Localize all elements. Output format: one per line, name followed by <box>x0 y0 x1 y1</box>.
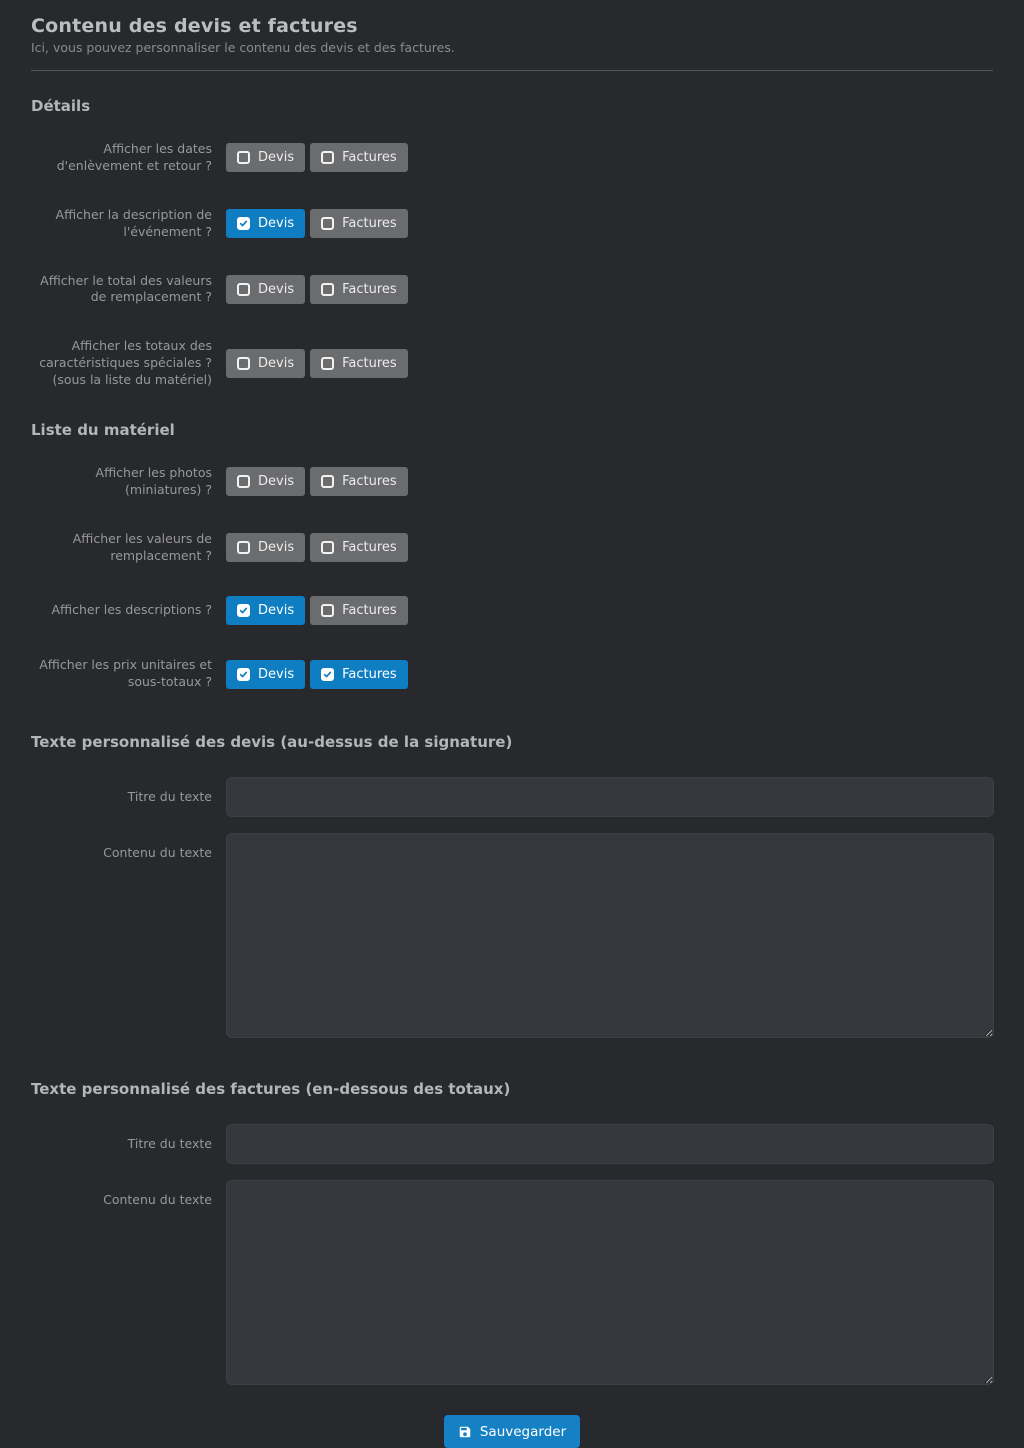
invoices-title-input[interactable] <box>226 1124 994 1164</box>
toggle-button-label: Factures <box>342 281 397 297</box>
toggle-button-group <box>226 660 408 689</box>
toggle-button-label: Devis <box>258 356 295 372</box>
toggle-button-group <box>226 467 408 496</box>
toggle-button-group <box>226 596 408 625</box>
factures-toggle-button[interactable] <box>310 533 408 562</box>
invoices-content-textarea[interactable] <box>226 1180 994 1385</box>
toggle-row-label: Afficher les dates d'enlèvement et retour ? <box>56 141 212 173</box>
toggle-button-group <box>226 349 408 378</box>
toggle-row-label: Afficher les valeurs de remplacement ? <box>72 530 212 563</box>
devis-toggle-button[interactable] <box>226 467 305 496</box>
devis-toggle-button[interactable] <box>226 660 305 689</box>
checkbox-checked-icon <box>237 604 250 617</box>
toggle-button-label: Factures <box>342 603 397 619</box>
invoices-content-row <box>31 1180 993 1385</box>
devis-toggle-button[interactable] <box>226 209 305 238</box>
invoices-text-section-heading: Texte personnalisé des factures (en-dessous des totaux) <box>31 1080 511 1099</box>
factures-toggle-button[interactable] <box>310 275 408 304</box>
toggle-button-label: Factures <box>342 666 397 682</box>
checkbox-unchecked-icon <box>321 217 334 230</box>
toggle-button-label: Devis <box>258 474 295 490</box>
section-heading-liste-du-materiel: Liste du matériel <box>31 420 175 439</box>
checkbox-unchecked-icon <box>321 541 334 554</box>
quotes-text-section-heading: Texte personnalisé des devis (au-dessus de la signature) <box>31 733 513 752</box>
checkbox-unchecked-icon <box>237 357 250 370</box>
page-subtitle: Ici, vous pouvez personnaliser le contenu des devis et des factures. <box>31 40 455 55</box>
toggle-row-afficher-la-description-de-l-evenement <box>31 207 993 241</box>
field-col <box>226 1180 994 1385</box>
quotes-content-textarea[interactable] <box>226 833 994 1038</box>
checkbox-unchecked-icon <box>237 151 250 164</box>
quotes-content-label: Contenu du texte <box>103 845 212 861</box>
toggle-row-afficher-les-valeurs-de-remplacement <box>31 531 993 565</box>
toggle-row-label: Afficher la description de l'événement ? <box>55 206 212 239</box>
devis-toggle-button[interactable] <box>226 143 305 172</box>
checkbox-checked-icon <box>237 217 250 230</box>
checkbox-unchecked-icon <box>321 151 334 164</box>
quotes-title-input[interactable] <box>226 777 994 817</box>
toggle-sections <box>31 97 993 691</box>
toggle-row-label: Afficher les prix unitaires et sous-totaux ? <box>39 657 212 690</box>
toggle-row-afficher-les-descriptions <box>31 596 993 625</box>
toggle-button-label: Factures <box>342 356 397 372</box>
factures-toggle-button[interactable] <box>310 349 408 378</box>
toggle-button-label: Devis <box>258 540 295 555</box>
divider <box>31 70 993 71</box>
invoices-title-row <box>31 1124 993 1164</box>
field-col <box>226 777 994 817</box>
toggle-row-afficher-les-dates-d-enlevement-et-retou <box>31 141 993 175</box>
toggle-row-label: Afficher les totaux des caractéristiques spéciales ? (sous la liste du matériel) <box>39 338 212 387</box>
toggle-row-label: Afficher les photos (miniatures) ? <box>95 464 212 497</box>
toggle-row-afficher-les-photos-miniatures <box>31 465 993 499</box>
checkbox-unchecked-icon <box>321 283 334 296</box>
factures-toggle-button[interactable] <box>310 660 408 689</box>
toggle-button-group <box>226 275 408 304</box>
toggle-button-label: Devis <box>258 666 295 682</box>
toggle-button-label: Factures <box>342 216 397 232</box>
factures-toggle-button[interactable] <box>310 143 408 172</box>
field-col <box>226 833 994 1038</box>
devis-toggle-button[interactable] <box>226 596 305 625</box>
quotes-title-label: Titre du texte <box>127 789 212 805</box>
toggle-button-label: Devis <box>258 216 295 232</box>
toggle-button-label: Devis <box>258 281 295 297</box>
save-button-label: Sauvegarder <box>479 1423 567 1440</box>
toggle-button-label: Devis <box>258 603 295 619</box>
toggle-row-label: Afficher les descriptions ? <box>51 602 212 618</box>
invoices-title-label: Titre du texte <box>127 1136 212 1152</box>
checkbox-unchecked-icon <box>237 475 250 488</box>
checkbox-unchecked-icon <box>321 357 334 370</box>
page-title: Contenu des devis et factures <box>31 15 358 37</box>
checkbox-unchecked-icon <box>321 475 334 488</box>
factures-toggle-button[interactable] <box>310 467 408 496</box>
toggle-row-label: Afficher le total des valeurs de remplacement ? <box>40 272 212 305</box>
devis-toggle-button[interactable] <box>226 533 305 562</box>
field-col <box>226 1124 994 1164</box>
toggle-button-label: Factures <box>342 540 397 555</box>
factures-toggle-button[interactable] <box>310 596 408 625</box>
save-floppy-icon <box>458 1425 472 1439</box>
save-row <box>31 1415 993 1448</box>
quotes-content-row <box>31 833 993 1038</box>
toggle-row-afficher-les-totaux-des-caracteristiques <box>31 338 993 389</box>
toggle-button-group <box>226 209 408 238</box>
toggle-button-label: Devis <box>258 150 295 166</box>
devis-toggle-button[interactable] <box>226 349 305 378</box>
quotes-title-row <box>31 777 993 817</box>
toggle-row-afficher-le-total-des-valeurs-de-remplac <box>31 273 993 307</box>
checkbox-unchecked-icon <box>321 604 334 617</box>
toggle-button-label: Factures <box>342 474 397 490</box>
section-heading-details: Détails <box>31 97 91 115</box>
checkbox-unchecked-icon <box>237 283 250 296</box>
invoices-content-label: Contenu du texte <box>103 1192 212 1208</box>
factures-toggle-button[interactable] <box>310 209 408 238</box>
checkbox-checked-icon <box>321 668 334 681</box>
toggle-button-group <box>226 533 408 562</box>
checkbox-unchecked-icon <box>237 541 250 554</box>
save-button[interactable] <box>444 1415 580 1448</box>
checkbox-checked-icon <box>237 668 250 681</box>
toggle-row-afficher-les-prix-unitaires-et-sous-tota <box>31 657 993 691</box>
toggle-button-label: Factures <box>342 150 397 166</box>
toggle-button-group <box>226 143 408 172</box>
devis-toggle-button[interactable] <box>226 275 305 304</box>
